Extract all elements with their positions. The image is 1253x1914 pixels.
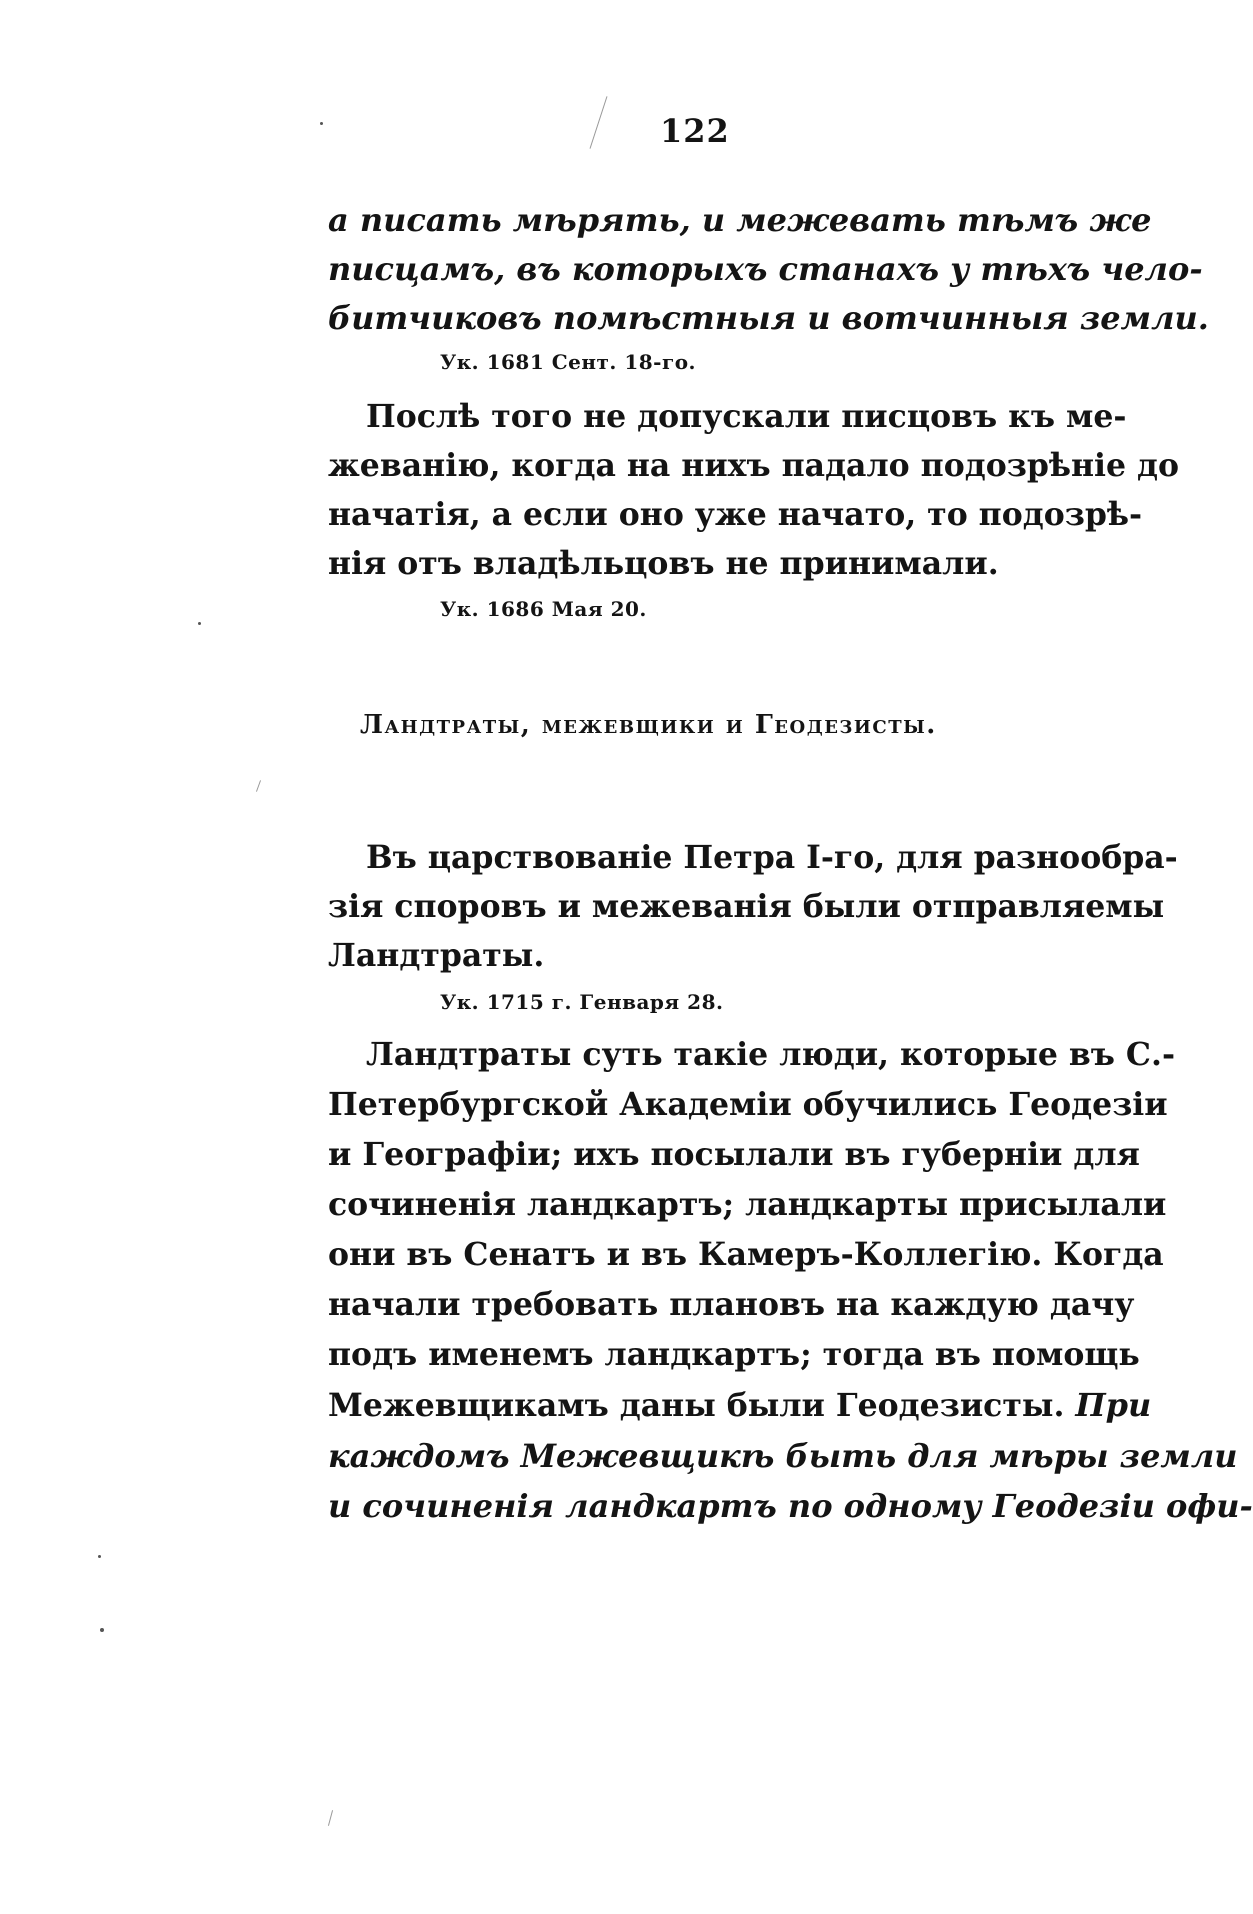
mixed-italic-text: При bbox=[1075, 1386, 1152, 1424]
text-line: и Географіи; ихъ посылали въ губерніи для bbox=[328, 1136, 1140, 1173]
text-line: каждомъ Межевщикѣ быть для мѣры земли bbox=[328, 1437, 1238, 1475]
text-line: Послѣ того не допускали писцовъ къ ме- bbox=[366, 398, 1127, 435]
paragraph-2 bbox=[328, 392, 1180, 588]
paragraph-4 bbox=[328, 1030, 1253, 1531]
text-line: Петербургской Академіи обучились Геодезіи bbox=[328, 1086, 1168, 1123]
text-line: нія отъ владѣльцовъ не принимали. bbox=[328, 545, 999, 582]
text-line: сочиненія ландкартъ; ландкарты присылали bbox=[328, 1186, 1167, 1223]
text-line: начатія, а если оно уже начато, то подозрѣ- bbox=[328, 496, 1143, 533]
text-line: Ландтраты. bbox=[328, 937, 545, 974]
scan-scratch bbox=[328, 1810, 333, 1826]
text-line: жеванію, когда на нихъ падало подозрѣніе до bbox=[328, 447, 1180, 484]
section-heading: Ландтраты, межевщики и Геодезисты. bbox=[360, 710, 937, 740]
page-number: 122 bbox=[660, 112, 730, 150]
citation-1715: Ук. 1715 г. Генваря 28. bbox=[440, 990, 724, 1014]
scan-scratch bbox=[590, 96, 608, 149]
text-line: Въ царствованіе Петра I-го, для разнообра- bbox=[366, 839, 1178, 876]
mixed-roman-text: Межевщикамъ даны были Геодезисты. bbox=[328, 1387, 1065, 1424]
citation-1681: Ук. 1681 Сент. 18-го. bbox=[440, 350, 697, 374]
text-line: подъ именемъ ландкартъ; тогда въ помощь bbox=[328, 1336, 1140, 1373]
text-line: начали требовать плановъ на каждую дачу bbox=[328, 1286, 1135, 1323]
citation-1686: Ук. 1686 Мая 20. bbox=[440, 597, 647, 621]
text-line: и сочиненія ландкартъ по одному Геодезіи офи- bbox=[328, 1487, 1253, 1525]
scan-speck bbox=[98, 1555, 101, 1558]
paragraph-3 bbox=[328, 833, 1178, 980]
text-line: они въ Сенатъ и въ Камеръ-Коллегію. Когда bbox=[328, 1236, 1164, 1273]
quote-paragraph-1 bbox=[328, 196, 1209, 343]
mixed-text-line bbox=[328, 1380, 1152, 1431]
text-line: зія споровъ и межеванія были отправляемы bbox=[328, 888, 1165, 925]
scan-scratch bbox=[256, 780, 261, 792]
text-line: а писать мѣрять, и межевать тѣмъ же bbox=[328, 201, 1152, 239]
scan-speck bbox=[198, 622, 201, 625]
scan-speck bbox=[320, 122, 323, 125]
text-line: писцамъ, въ которыхъ станахъ у тѣхъ чело- bbox=[328, 250, 1203, 288]
text-line: Ландтраты суть такіе люди, которые въ С.- bbox=[366, 1036, 1176, 1073]
text-line: битчиковъ помѣстныя и вотчинныя земли. bbox=[328, 299, 1209, 337]
scan-speck bbox=[100, 1628, 104, 1632]
